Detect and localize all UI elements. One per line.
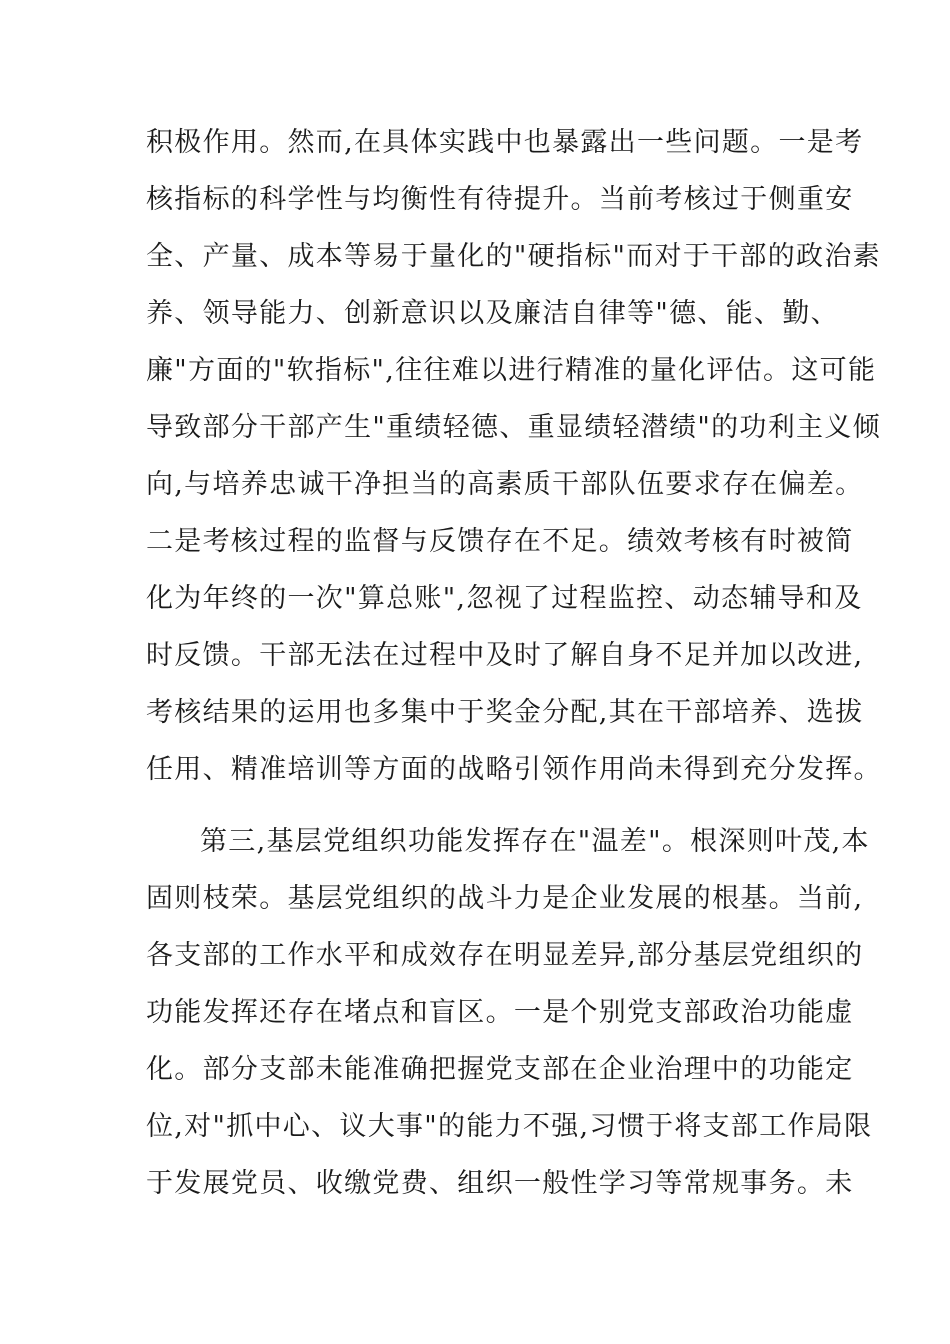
text-line: 功能发挥还存在堵点和盲区。一是个别党支部政治功能虚	[146, 997, 854, 1028]
text-line: 任用、精准培训等方面的战略引领作用尚未得到充分发挥。	[146, 754, 882, 785]
text-line: 二是考核过程的监督与反馈存在不足。绩效考核有时被简	[146, 526, 854, 557]
text-line: 廉"方面的"软指标",往往难以进行精准的量化评估。这可能	[146, 355, 877, 386]
text-line: 养、领导能力、创新意识以及廉洁自律等"德、能、勤、	[146, 298, 839, 329]
text-line: 导致部分干部产生"重绩轻德、重显绩轻潜绩"的功利主义倾	[146, 412, 881, 443]
text-line: 化。部分支部未能准确把握党支部在企业治理中的功能定	[146, 1054, 854, 1085]
text-line: 时反馈。干部无法在过程中及时了解自身不足并加以改进,	[146, 640, 864, 671]
paragraph-start-line: 第三,基层党组织功能发挥存在"温差"。根深则叶茂,本	[200, 826, 870, 857]
text-line: 固则枝荣。基层党组织的战斗力是企业发展的根基。当前,	[146, 883, 864, 914]
text-line: 化为年终的一次"算总账",忽视了过程监控、动态辅导和及	[146, 583, 863, 614]
text-line: 位,对"抓中心、议大事"的能力不强,习惯于将支部工作局限	[146, 1111, 873, 1142]
text-line: 积极作用。然而,在具体实践中也暴露出一些问题。一是考	[146, 127, 864, 158]
text-line: 向,与培养忠诚干净担当的高素质干部队伍要求存在偏差。	[146, 469, 864, 500]
text-line: 核指标的科学性与均衡性有待提升。当前考核过于侧重安	[146, 184, 854, 215]
text-line: 全、产量、成本等易于量化的"硬指标"而对于干部的政治素	[146, 241, 881, 272]
text-line: 于发展党员、收缴党费、组织一般性学习等常规事务。未	[146, 1168, 854, 1199]
text-line: 各支部的工作水平和成效存在明显差异,部分基层党组织的	[146, 940, 864, 971]
text-line: 考核结果的运用也多集中于奖金分配,其在干部培养、选拔	[146, 697, 864, 728]
